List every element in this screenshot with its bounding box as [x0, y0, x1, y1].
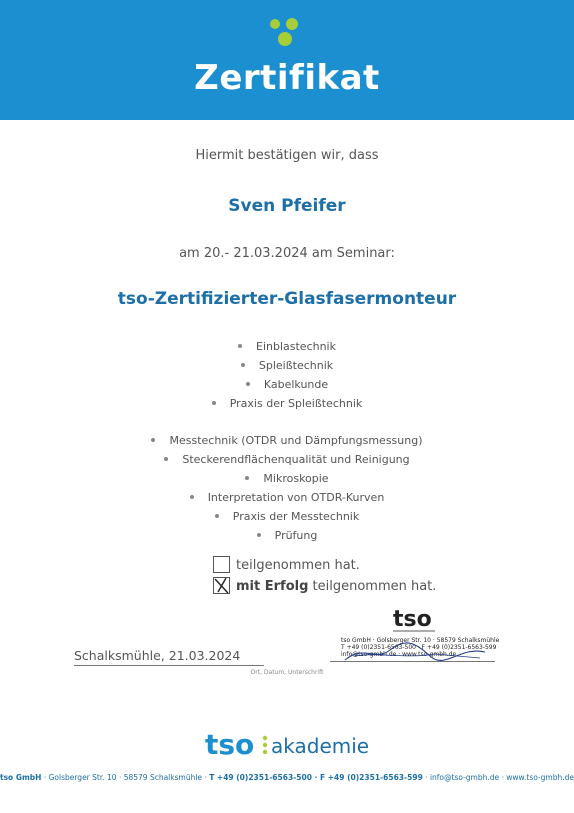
success-option: [213, 578, 436, 595]
bullet-icon: [245, 476, 249, 480]
svg-text:tso: tso: [393, 607, 432, 632]
bullet-icon: [215, 514, 219, 518]
topic-item: Mikroskopie: [0, 469, 574, 488]
topics-list: [0, 337, 574, 545]
topic-item: Prüfung: [0, 526, 574, 545]
success-label: teilgenommen hat.: [308, 579, 437, 594]
check-mark-icon: [212, 575, 232, 595]
topic-item: Interpretation von OTDR-Kurven: [0, 488, 574, 507]
tso-akademie-logo: [205, 726, 375, 766]
topic-item: Messtechnik (OTDR und Dämpfungsmessung): [0, 431, 574, 450]
certificate-title: Zertifikat: [194, 58, 380, 98]
tso-logo-icon: [205, 726, 269, 762]
signature-line: [330, 661, 495, 662]
topic-item: Praxis der Spleißtechnik: [0, 394, 574, 413]
header-banner: [0, 0, 574, 120]
svg-text:tso: tso: [205, 728, 255, 761]
intro-text: Hiermit bestätigen wir, dass: [195, 148, 379, 163]
place-date: Schalksmühle, 21.03.2024: [74, 648, 264, 666]
topic-item: Kabelkunde: [0, 375, 574, 394]
success-bold-label: mit Erfolg: [236, 579, 309, 594]
bullet-icon: [190, 495, 194, 499]
footer-contact: tso GmbH · Golsberger Str. 10 · 58579 Schalksmühle · T +49 (0)2351-6563-500 · F +49 (0)2351-6563-599 · info@tso-gmbh.de · www.tso-gmbh.de: [0, 773, 574, 782]
bullet-icon: [257, 533, 261, 537]
tso-stamp-logo-icon: [391, 604, 439, 634]
course-title: tso-Zertifizierter-Glasfasermonteur: [117, 289, 457, 309]
stamp-text: tso GmbH · Golsberger Str. 10 · 58579 Schalksmühle T +49 (0)2351-6563-500 · F +49 (0)2351-6563-599 info@tso-gmbh.de · www.tso-gmbh.de: [341, 637, 500, 658]
signature-caption: Ort, Datum, Unterschrift: [250, 669, 324, 676]
bullet-icon: [238, 344, 242, 348]
success-checkbox[interactable]: [213, 577, 230, 594]
participated-checkbox[interactable]: [213, 556, 230, 573]
bullet-icon: [246, 382, 250, 386]
bullet-icon: [241, 363, 245, 367]
signature-icon: [335, 634, 495, 664]
company-stamp: [335, 604, 500, 664]
bullet-icon: [164, 457, 168, 461]
bullet-icon: [151, 438, 155, 442]
akademie-text: akademie: [271, 734, 370, 758]
topic-item: Praxis der Messtechnik: [0, 507, 574, 526]
topic-item: Einblastechnik: [0, 337, 574, 356]
participated-option: [213, 557, 360, 574]
bullet-icon: [212, 401, 216, 405]
topic-item: Steckerendflächenqualität und Reinigung: [0, 450, 574, 469]
participated-label: teilgenommen hat.: [236, 558, 360, 573]
participant-name: Sven Pfeifer: [228, 196, 346, 216]
seminar-date: am 20.- 21.03.2024 am Seminar:: [179, 246, 395, 261]
topic-item: Spleißtechnik: [0, 356, 574, 375]
dots-logo-icon: [265, 12, 305, 50]
